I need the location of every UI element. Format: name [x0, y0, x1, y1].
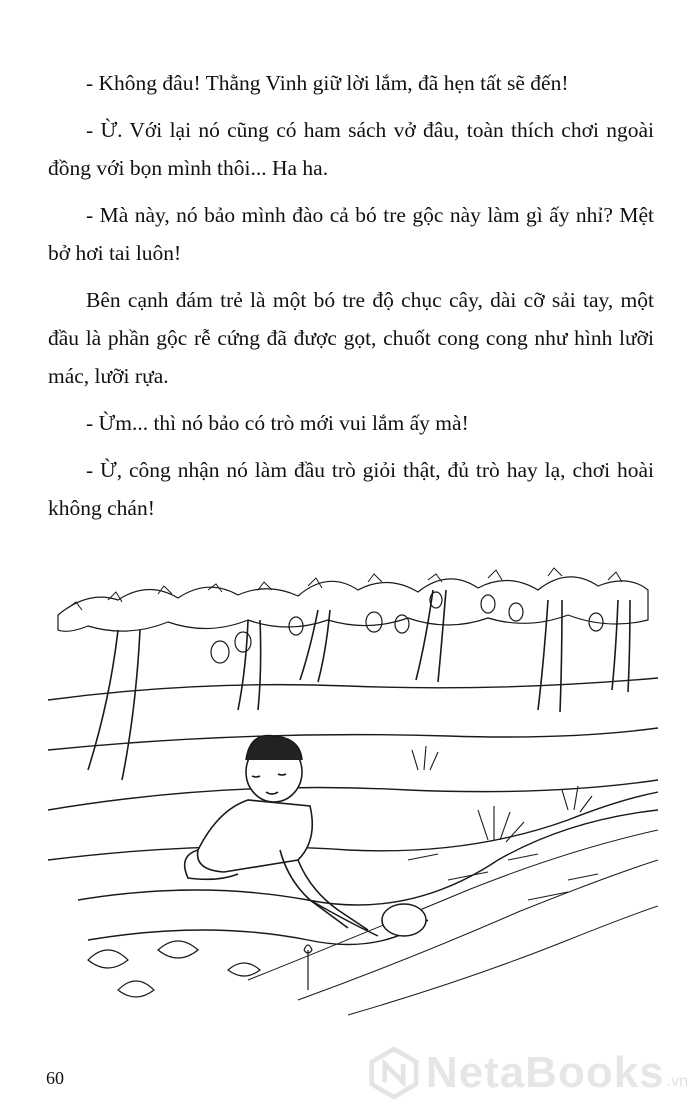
- watermark-suffix: .vn: [666, 1073, 688, 1090]
- story-text: [48, 64, 654, 536]
- paragraph: - Mà này, nó bảo mình đào cả bó tre gộc này làm gì ấy nhỉ? Mệt bở hơi tai luôn!: [48, 203, 654, 265]
- boy-digging-in-field-illustration: [48, 560, 658, 1020]
- netabooks-watermark: [368, 1042, 688, 1104]
- paragraph: Bên cạnh đám trẻ là một bó tre độ chục cây, dài cỡ sải tay, một đầu là phần gộc rễ cứng đã được gọt, chuốt cong cong như hình lưỡi mác, lưỡi rựa.: [48, 288, 654, 388]
- paragraph: - Không đâu! Thằng Vinh giữ lời lắm, đã hẹn tất sẽ đến!: [86, 71, 569, 95]
- netabooks-logo-icon: [368, 1045, 420, 1101]
- paragraph: - Ừ. Với lại nó cũng có ham sách vở đâu, toàn thích chơi ngoài đồng với bọn mình thôi... Ha ha.: [48, 118, 654, 180]
- paragraph: - Ừm... thì nó bảo có trò mới vui lắm ấy mà!: [86, 411, 469, 435]
- paragraph: - Ừ, công nhận nó làm đầu trò giỏi thật, đủ trò hay lạ, chơi hoài không chán!: [48, 458, 654, 520]
- watermark-name: NetaBooks: [425, 1048, 665, 1097]
- page-number: 60: [46, 1068, 64, 1088]
